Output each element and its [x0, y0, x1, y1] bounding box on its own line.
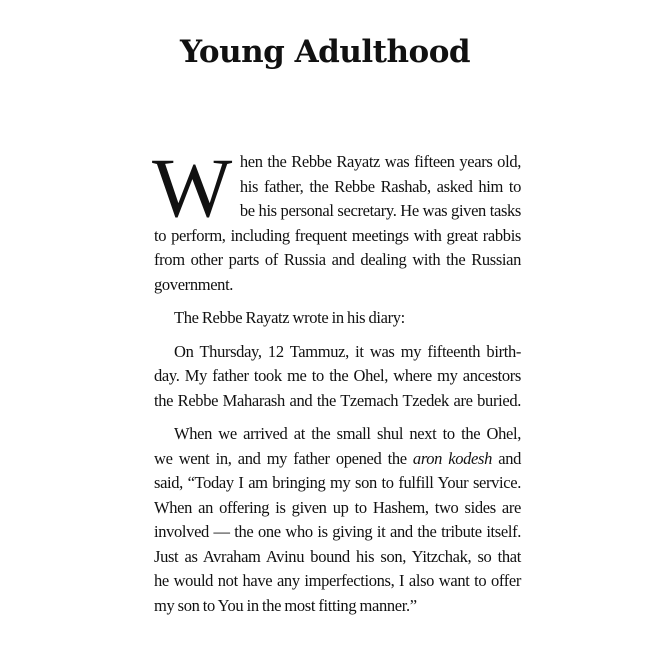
italic-term: aron kodesh [412, 448, 493, 468]
text-line: to perform, including frequent meetings with great rabbis [154, 225, 521, 245]
text-line: be his personal secretary. He was given tasks [239, 201, 521, 220]
text-line: said, “Today I am bringing my son to fulfill Your service. [154, 473, 521, 492]
text-line: hen the Rebbe Rayatz was fifteen years old, [239, 152, 521, 171]
text-line: The Rebbe Rayatz wrote in his diary: [174, 308, 405, 327]
body-text [152, 141, 521, 627]
paragraph-4 [154, 422, 521, 618]
text-line: On Thursday, 12 Tammuz, it was my fifteenth birth- [174, 341, 521, 361]
text-line: involved — the one who is giving it and the tribute itself. [154, 522, 521, 541]
text-line: day. My father took me to the Ohel, where my ancestors [154, 366, 521, 385]
text-line: the Rebbe Maharash and the Tzemach Tzedek are buried. [154, 390, 521, 410]
text-segment: we went in, and my father opened the [154, 448, 413, 468]
paragraph-2 [154, 306, 521, 331]
text-line: When an offering is given up to Hashem, two sides are [154, 497, 521, 517]
text-line: his father, the Rebbe Rashab, asked him to [239, 176, 521, 196]
text-line: government. [154, 274, 234, 294]
text-line: Just as Avraham Avinu bound his son, Yitzchak, so that [154, 546, 521, 566]
chapter-title: Young Adulthood [179, 34, 471, 70]
paragraph-3 [154, 340, 521, 414]
text-line: he would not have any imperfections, I also want to offer [154, 571, 521, 590]
text-segment: and [492, 448, 521, 468]
text-line: from other parts of Russia and dealing with the Russian [154, 250, 521, 269]
drop-cap: W [152, 141, 232, 235]
text-line: When we arrived at the small shul next to the Ohel, [174, 424, 521, 443]
text-line-with-italic [154, 447, 521, 472]
text-line: my son to You in the most fitting manner.” [154, 595, 417, 615]
paragraph-1 [152, 141, 521, 297]
